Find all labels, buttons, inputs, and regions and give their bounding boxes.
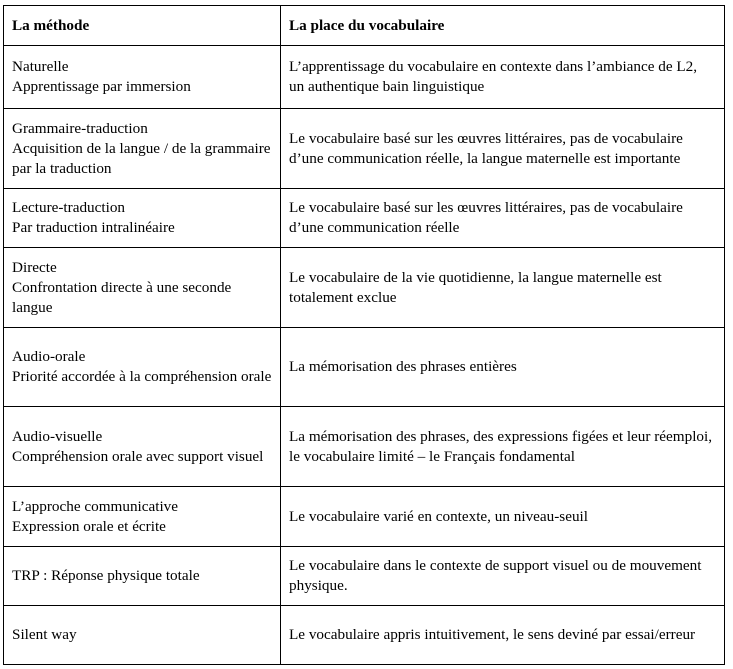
header-method: La méthode: [4, 6, 281, 46]
table-row: [4, 547, 725, 606]
method-name: TRP : Réponse physique totale: [12, 567, 200, 584]
method-description: Acquisition de la langue / de la grammaire par la traduction: [12, 139, 271, 177]
method-description: Priorité accordée à la compréhension orale: [12, 368, 272, 385]
vocabulary-cell: Le vocabulaire appris intuitivement, le sens deviné par essai/erreur: [281, 606, 725, 665]
table-row: [4, 46, 725, 109]
table-row: [4, 407, 725, 487]
vocabulary-cell: L’apprentissage du vocabulaire en contexte dans l’ambiance de L2, un authentique bain linguistique: [281, 46, 725, 109]
method-name: Grammaire-traduction: [12, 119, 148, 137]
method-cell: [4, 189, 281, 248]
table-row: [4, 248, 725, 328]
method-description: Apprentissage par immersion: [12, 78, 191, 95]
vocabulary-cell: La mémorisation des phrases, des expressions figées et leur réemploi, le vocabulaire limité – le Français fondamental: [281, 407, 725, 487]
table-row: [4, 487, 725, 547]
method-cell: [4, 109, 281, 189]
table-row: [4, 328, 725, 407]
method-description: Par traduction intralinéaire: [12, 219, 175, 236]
header-vocabulary: La place du vocabulaire: [281, 6, 725, 46]
vocabulary-cell: Le vocabulaire de la vie quotidienne, la langue maternelle est totalement exclue: [281, 248, 725, 328]
method-name: Lecture-traduction: [12, 199, 126, 216]
method-cell: [4, 487, 281, 547]
method-description: Compréhension orale avec support visuel: [12, 447, 264, 465]
methods-vocabulary-table: [3, 5, 725, 665]
method-cell: [4, 46, 281, 109]
method-name: Directe: [12, 258, 57, 276]
method-cell: [4, 248, 281, 328]
method-cell: [4, 606, 281, 665]
method-cell: [4, 407, 281, 487]
method-name: Audio-orale: [12, 348, 86, 365]
method-cell: [4, 547, 281, 606]
table-row: [4, 189, 725, 248]
vocabulary-cell: Le vocabulaire basé sur les œuvres littéraires, pas de vocabulaire d’une communication réelle: [281, 189, 725, 248]
method-description: Expression orale et écrite: [12, 517, 166, 535]
table-header-row: [4, 6, 725, 46]
vocabulary-cell: Le vocabulaire dans le contexte de support visuel ou de mouvement physique.: [281, 547, 725, 606]
vocabulary-cell: Le vocabulaire varié en contexte, un niveau-seuil: [281, 487, 725, 547]
vocabulary-cell: Le vocabulaire basé sur les œuvres littéraires, pas de vocabulaire d’une communication réelle, la langue maternelle est importante: [281, 109, 725, 189]
method-description: Confrontation directe à une seconde langue: [12, 278, 232, 316]
method-name: Naturelle: [12, 58, 69, 75]
method-cell: [4, 328, 281, 407]
method-name: Audio-visuelle: [12, 427, 103, 445]
method-name: Silent way: [12, 626, 77, 643]
method-name: L’approche communicative: [12, 497, 179, 515]
vocabulary-cell: La mémorisation des phrases entières: [281, 328, 725, 407]
table-row: [4, 109, 725, 189]
table-row: [4, 606, 725, 665]
